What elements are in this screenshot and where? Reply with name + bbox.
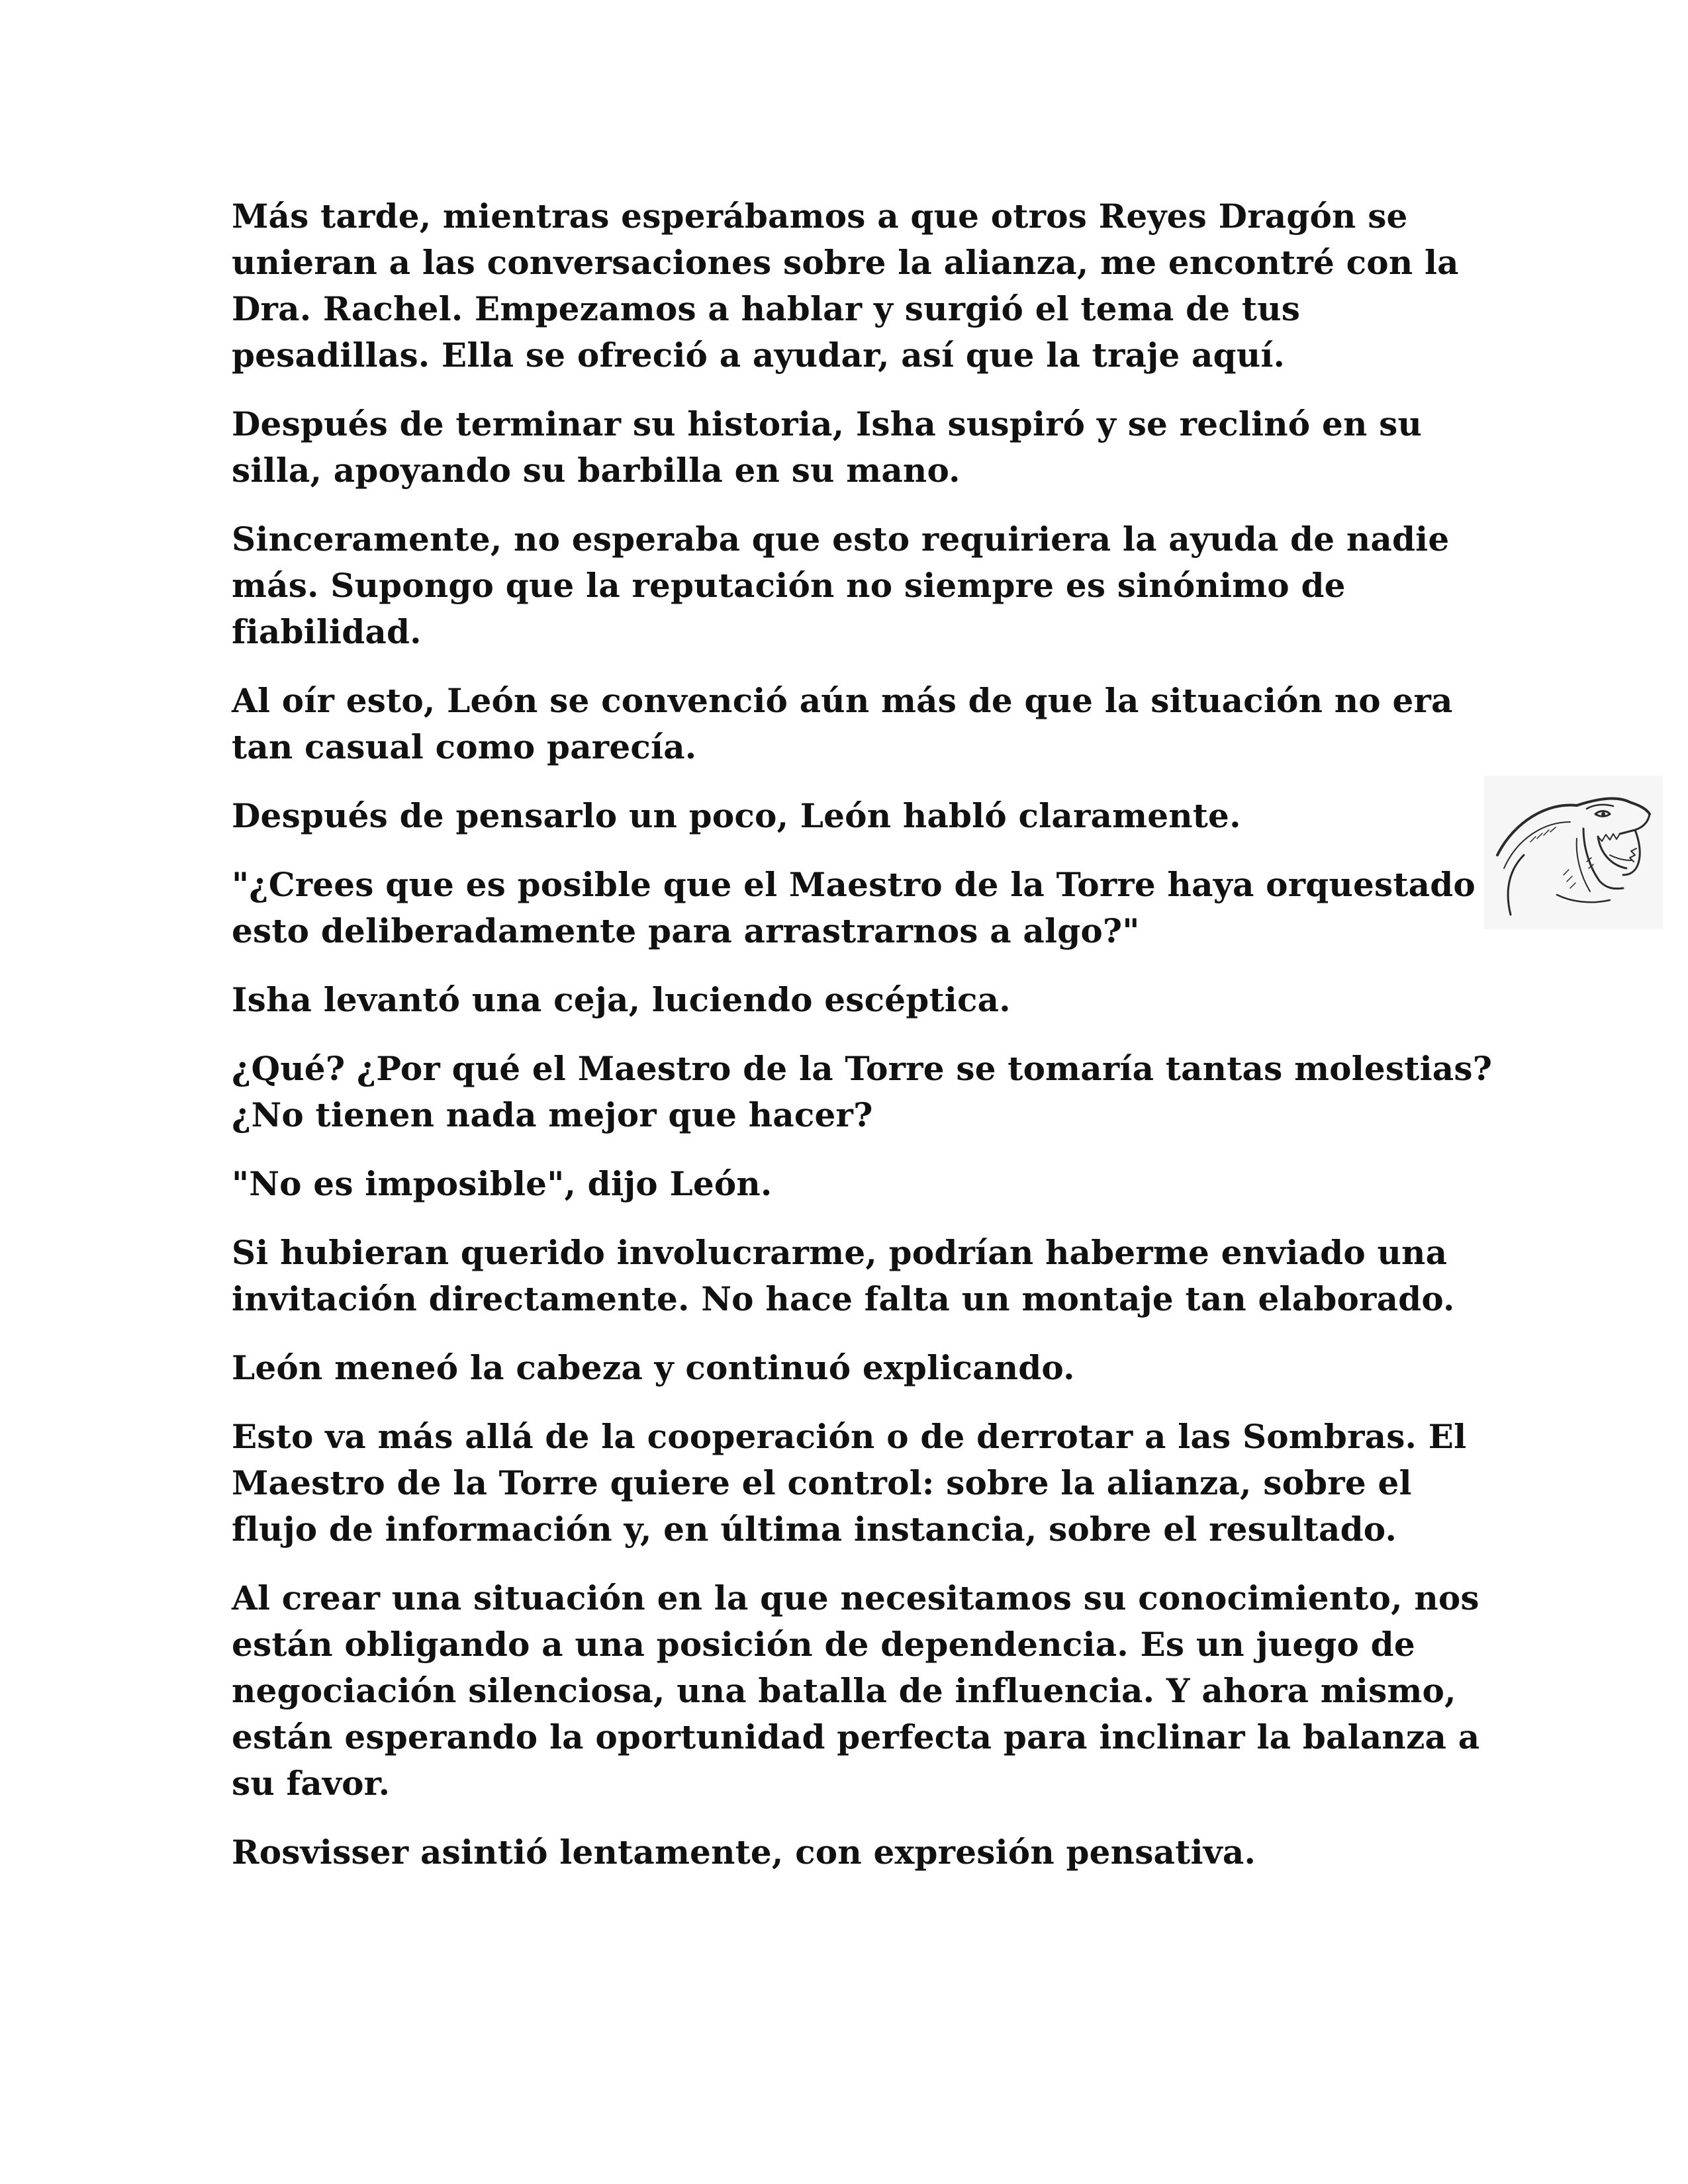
paragraph: Más tarde, mientras esperábamos a que otros Reyes Dragón se unieran a las conversaciones sobre la alianza, me encontré con la Dra. Rachel. Empezamos a hablar y surgió el tema de tus pesadillas. Ella se ofreció a ayudar, así que la traje aquí.	[232, 197, 1459, 375]
paragraph: "¿Crees que es posible que el Maestro de la Torre haya orquestado esto deliberadamente para arrastrarnos a algo?"	[232, 865, 1476, 950]
paragraph: "No es imposible", dijo León.	[232, 1164, 773, 1203]
paragraph: León meneó la cabeza y continuó explicando.	[232, 1348, 1075, 1387]
paragraph: Después de terminar su historia, Isha suspiró y se reclinó en su silla, apoyando su barbilla en su mano.	[232, 404, 1423, 490]
paragraph: Sinceramente, no esperaba que esto requiriera la ayuda de nadie más. Supongo que la reputación no siempre es sinónimo de fiabilidad.	[232, 520, 1450, 651]
paragraph: Isha levantó una ceja, luciendo escéptica.	[232, 980, 1011, 1019]
paragraph: Si hubieran querido involucrarme, podrían haberme enviado una invitación directamente. No hace falta un montaje tan elaborado.	[232, 1233, 1455, 1318]
paragraph: Esto va más allá de la cooperación o de derrotar a las Sombras. El Maestro de la Torre quiere el control: sobre la alianza, sobre el flujo de información y, en última instancia, sobre el resultado.	[232, 1417, 1467, 1549]
dragon-sketch-icon	[1484, 776, 1663, 929]
body-text	[232, 193, 1496, 1898]
paragraph: Rosvisser asintió lentamente, con expresión pensativa.	[232, 1833, 1256, 1872]
paragraph: Después de pensarlo un poco, León habló claramente.	[232, 796, 1241, 835]
paragraph: ¿Qué? ¿Por qué el Maestro de la Torre se tomaría tantas molestias? ¿No tienen nada mejor que hacer?	[232, 1049, 1493, 1134]
paragraph: Al crear una situación en la que necesitamos su conocimiento, nos están obligando a una posición de dependencia. Es un juego de negociación silenciosa, una batalla de influencia. Y ahora mismo, están esperando la oportunidad perfecta para inclinar la balanza a su favor.	[232, 1578, 1480, 1803]
paragraph: Al oír esto, León se convenció aún más de que la situación no era tan casual como parecía.	[232, 681, 1453, 766]
